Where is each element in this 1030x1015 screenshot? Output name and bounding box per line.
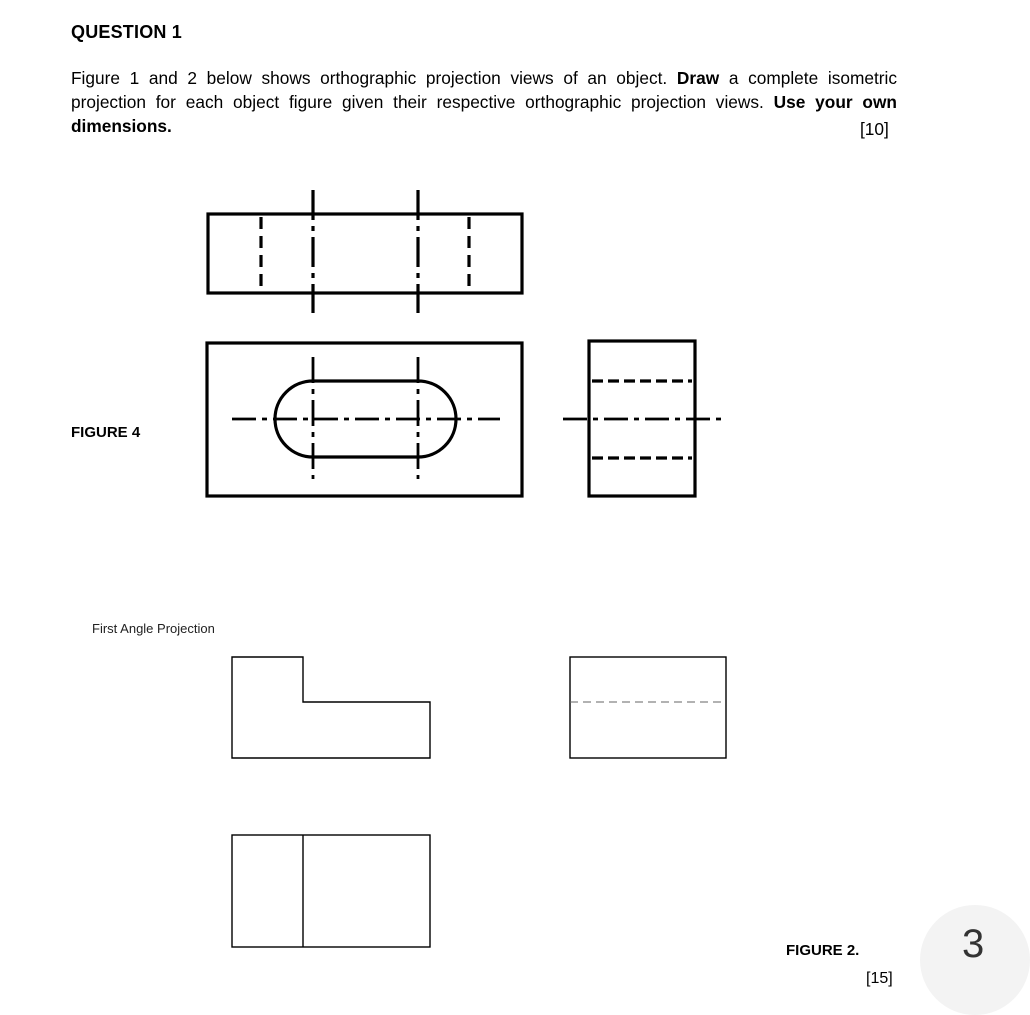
draw-keyword: Draw: [676, 68, 720, 88]
figure-2-top-view: [232, 835, 430, 947]
use-own-dimensions: Use your own dimensions.: [71, 92, 897, 136]
figure-2-front-view: [232, 657, 430, 758]
figure-4-drawing: [207, 190, 721, 496]
figure-4-side-view: [563, 341, 721, 496]
figure-2-label: FIGURE 2.: [786, 942, 860, 959]
figure-4-top-view: [208, 190, 522, 313]
figure-4-front-view: [207, 343, 522, 496]
figure-2-side-view: [570, 657, 726, 758]
first-angle-projection-label: First Angle Projection: [92, 621, 215, 636]
question-marks: [10]: [860, 119, 889, 139]
page-number: 3: [962, 922, 985, 966]
figure-4-label: FIGURE 4: [71, 424, 141, 441]
figure-2-drawing: [232, 657, 726, 947]
question-text-part-1: Figure 1 and 2 below shows orthographic projection views of an object.: [71, 68, 668, 88]
question-heading: QUESTION 1: [71, 22, 183, 42]
figure-2-marks: [15]: [866, 970, 893, 987]
question-text-part-2: a complete isometric projection for each object figure given their respective orthographic projection views.: [71, 68, 897, 112]
